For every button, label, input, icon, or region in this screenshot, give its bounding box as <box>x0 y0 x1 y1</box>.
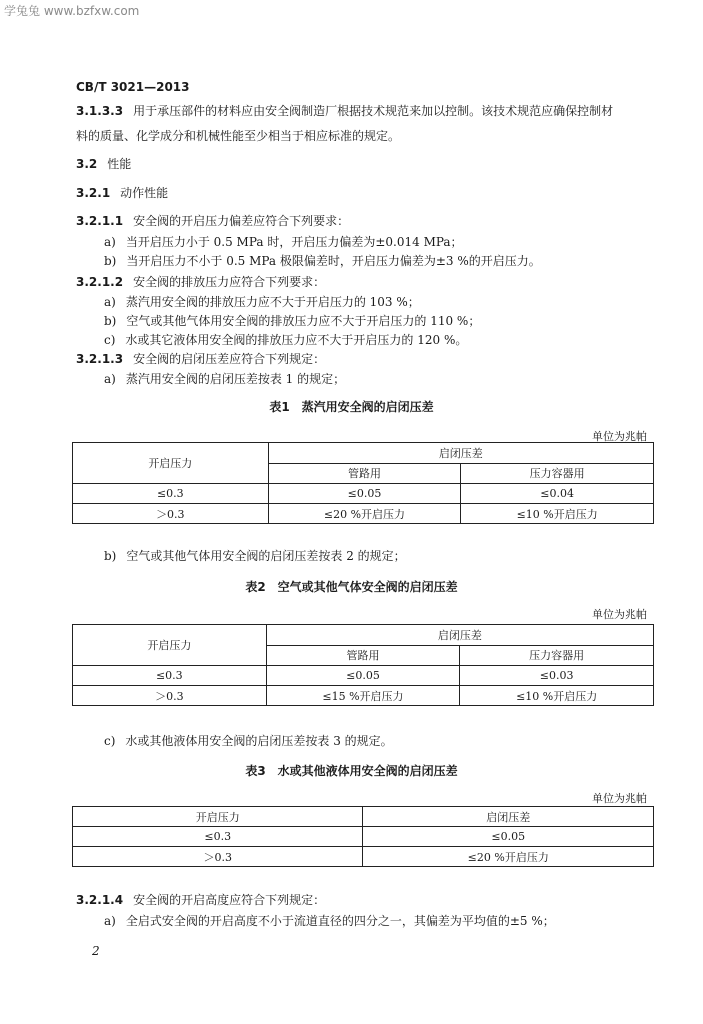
clause-text: 安全阀的排放压力应符合下列要求： <box>133 275 326 289</box>
section-number: 3.2.1 <box>76 186 111 200</box>
list-text: 蒸汽用安全阀的排放压力应不大于开启压力的 103 %； <box>125 295 420 309</box>
page-number: 2 <box>92 944 100 958</box>
list-item <box>104 235 463 249</box>
list-text: 空气或其他气体用安全阀的启闭压差按表 2 的规定； <box>126 549 406 563</box>
table1-unit: 单位为兆帕 <box>592 430 647 443</box>
list-item <box>104 295 420 309</box>
table2-caption: 表2 空气或其他气体安全阀的启闭压差 <box>245 580 458 594</box>
table3-caption: 表3 水或其他液体用安全阀的启闭压差 <box>245 764 458 778</box>
watermark: 学兔兔 www.bzfxw.com <box>4 4 140 18</box>
table-cell: ≤0.3 <box>73 666 267 686</box>
para-3-2-1-4 <box>76 893 325 907</box>
para-3-1-3-3-line2: 料的质量、化学成分和机械性能至少相当于相应标准的规定。 <box>76 129 401 143</box>
para-3-2-1-3 <box>76 352 325 366</box>
clause-text: 安全阀的启闭压差应符合下列规定： <box>133 352 326 366</box>
list-item <box>104 333 467 347</box>
list-mark: a) <box>104 295 116 309</box>
table2-sub1: 管路用 <box>266 645 460 666</box>
table-cell: ≤10 %开启压力 <box>461 504 654 524</box>
para-3-2-1-1 <box>76 214 349 228</box>
table3-header-left: 开启压力 <box>73 807 363 827</box>
list-item <box>104 734 393 748</box>
section-title: 性能 <box>107 157 132 171</box>
clause-text: 用于承压部件的材料应由安全阀制造厂根据技术规范来加以控制。该技术规范应确保控制材 <box>133 104 614 118</box>
table-cell: ≤0.05 <box>266 666 460 686</box>
list-text: 水或其它液体用安全阀的排放压力应不大于开启压力的 120 %。 <box>125 333 468 347</box>
clause-number: 3.2.1.1 <box>76 214 124 228</box>
section-title: 动作性能 <box>120 186 169 200</box>
table1-sub1: 管路用 <box>268 463 461 484</box>
table-cell: ≤20 %开启压力 <box>268 504 461 524</box>
table-cell: ＞0.3 <box>73 847 363 867</box>
clause-number: 3.2.1.4 <box>76 893 124 907</box>
para-3-2-1-2 <box>76 275 325 289</box>
table-cell: ≤20 %开启压力 <box>363 847 654 867</box>
clause-number: 3.2.1.2 <box>76 275 124 289</box>
table1 <box>72 442 654 524</box>
table-cell: ≤10 %开启压力 <box>460 686 654 706</box>
table3-header-right: 启闭压差 <box>363 807 654 827</box>
table-cell: ≤0.3 <box>73 827 363 847</box>
list-text: 全启式安全阀的开启高度不小于流道直径的四分之一，其偏差为平均值的±5 %； <box>125 914 555 928</box>
table2-unit: 单位为兆帕 <box>592 608 647 621</box>
table1-caption: 表1 蒸汽用安全阀的启闭压差 <box>269 400 434 414</box>
clause-number: 3.2.1.3 <box>76 352 124 366</box>
section-3-2 <box>76 157 131 171</box>
standard-code: CB/T 3021—2013 <box>76 80 190 94</box>
section-number: 3.2 <box>76 157 98 171</box>
table-cell: ＞0.3 <box>73 686 267 706</box>
list-mark: b) <box>104 549 117 563</box>
table-cell: ≤0.05 <box>363 827 654 847</box>
list-item <box>104 372 345 386</box>
table-row <box>73 666 654 686</box>
clause-text: 安全阀的开启压力偏差应符合下列要求： <box>133 214 350 228</box>
list-item <box>104 549 406 563</box>
para-3-1-3-3-line1 <box>76 104 613 118</box>
list-item <box>104 254 541 268</box>
list-mark: a) <box>104 235 116 249</box>
list-text: 当开启压力不小于 0.5 MPa 极限偏差时，开启压力偏差为±3 %的开启压力。 <box>126 254 541 268</box>
table-row <box>73 484 654 504</box>
table-row <box>73 847 654 867</box>
list-item <box>104 314 480 328</box>
table-row <box>73 504 654 524</box>
list-mark: c) <box>104 734 116 748</box>
table-row <box>73 686 654 706</box>
table1-sub2: 压力容器用 <box>461 463 654 484</box>
table-cell: ＞0.3 <box>73 504 269 524</box>
list-text: 当开启压力小于 0.5 MPa 时，开启压力偏差为±0.014 MPa； <box>125 235 463 249</box>
table-cell: ≤0.05 <box>268 484 461 504</box>
table-row <box>73 827 654 847</box>
table-cell: ≤0.04 <box>461 484 654 504</box>
table1-header-group: 启闭压差 <box>268 443 653 464</box>
list-mark: c) <box>104 333 116 347</box>
table3-unit: 单位为兆帕 <box>592 792 647 805</box>
list-mark: a) <box>104 914 116 928</box>
table3 <box>72 806 654 867</box>
table2-sub2: 压力容器用 <box>460 645 654 666</box>
list-item <box>104 914 555 928</box>
table2 <box>72 624 654 706</box>
clause-number: 3.1.3.3 <box>76 104 124 118</box>
table-cell: ≤15 %开启压力 <box>266 686 460 706</box>
table2-header-left: 开启压力 <box>73 625 267 666</box>
table-cell: ≤0.3 <box>73 484 269 504</box>
list-text: 蒸汽用安全阀的启闭压差按表 1 的规定； <box>125 372 346 386</box>
list-text: 空气或其他气体用安全阀的排放压力应不大于开启压力的 110 %； <box>126 314 481 328</box>
list-mark: a) <box>104 372 116 386</box>
table-cell: ≤0.03 <box>460 666 654 686</box>
list-mark: b) <box>104 314 117 328</box>
clause-text: 安全阀的开启高度应符合下列规定： <box>133 893 326 907</box>
table1-header-left: 开启压力 <box>73 443 269 484</box>
list-text: 水或其他液体用安全阀的启闭压差按表 3 的规定。 <box>125 734 393 748</box>
section-3-2-1 <box>76 186 168 200</box>
table2-header-group: 启闭压差 <box>266 625 653 646</box>
list-mark: b) <box>104 254 117 268</box>
